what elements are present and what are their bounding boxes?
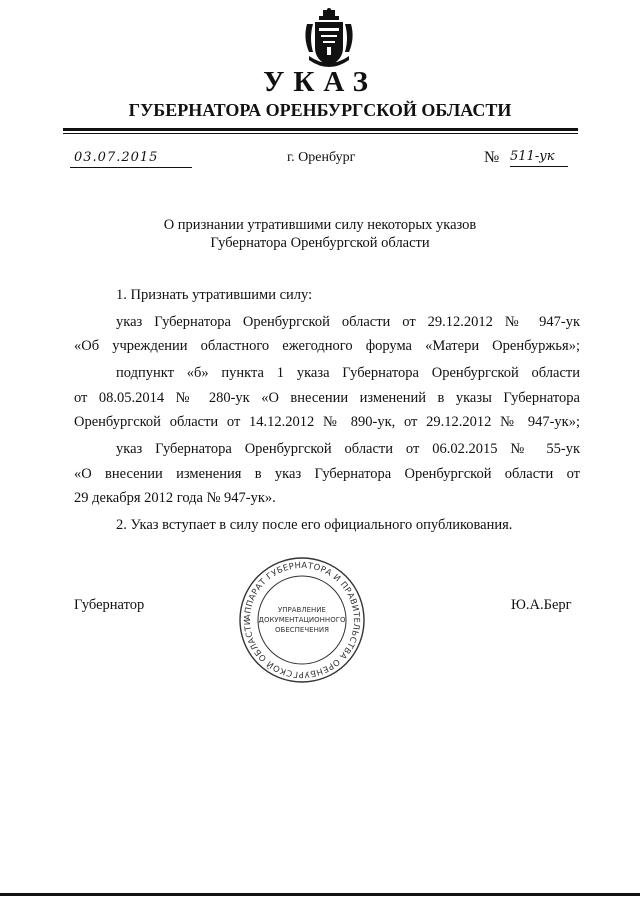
seal-line-1: УПРАВЛЕНИЕ (278, 606, 326, 614)
seal-outer-text: АППАРАТ ГУБЕРНАТОРА И ПРАВИТЕЛЬСТВА ОРЕНБУРГСКОЙ ОБЛАСТИ (241, 559, 363, 681)
seal-line-2: ДОКУМЕНТАЦИОННОГО (258, 616, 346, 624)
header-divider-thick (63, 128, 578, 131)
paragraph-2-line-2: «Об учреждении областного ежегодного форума «Матери Оренбуржья»; (74, 338, 580, 354)
paragraph-4-line-2: «О внесении изменения в указ Губернатора Оренбургской области от (74, 466, 580, 482)
paragraph-3-line-3: Оренбургской области от 14.12.2012 № 890-ук, от 29.12.2012 № 947-ук»; (74, 414, 580, 430)
header-divider-thin (63, 133, 578, 134)
paragraph-5: 2. Указ вступает в силу после его официального опубликования. (116, 517, 513, 533)
subject-line-2: Губернатора Оренбургской области (210, 235, 430, 251)
document-subject (140, 216, 500, 252)
page-bottom-border (0, 893, 640, 896)
paragraph-3-line-1: подпункт «б» пункта 1 указа Губернатора Оренбургской области (116, 365, 580, 381)
document-city: г. Оренбург (287, 150, 356, 165)
issuer-heading: ГУБЕРНАТОРА ОРЕНБУРГСКОЙ ОБЛАСТИ (128, 100, 512, 120)
paragraph-1: 1. Признать утратившими силу: (116, 287, 313, 303)
paragraph-3-line-2: от 08.05.2014 № 280-ук «О внесении изменений в указы Губернатора (74, 390, 580, 406)
number-label: № (484, 149, 500, 166)
document-number: 511-ук (510, 149, 568, 167)
seal-line-3: ОБЕСПЕЧЕНИЯ (275, 626, 329, 634)
coat-of-arms-icon (303, 8, 355, 72)
paragraph-4-line-1: указ Губернатора Оренбургской области от 06.02.2015 № 55-ук (116, 441, 580, 457)
paragraph-4-line-3: 29 декабря 2012 года № 947-ук». (74, 490, 276, 506)
paragraph-2-line-1: указ Губернатора Оренбургской области от 29.12.2012 № 947-ук (116, 314, 580, 330)
signatory-name: Ю.А.Берг (511, 597, 572, 613)
official-seal-stamp (238, 556, 366, 684)
document-date: 03.07.2015 (70, 150, 192, 168)
document-type-heading: УКАЗ (263, 66, 377, 98)
signatory-title: Губернатор (74, 597, 145, 613)
subject-line-1: О признании утратившими силу некоторых указов (163, 217, 477, 233)
